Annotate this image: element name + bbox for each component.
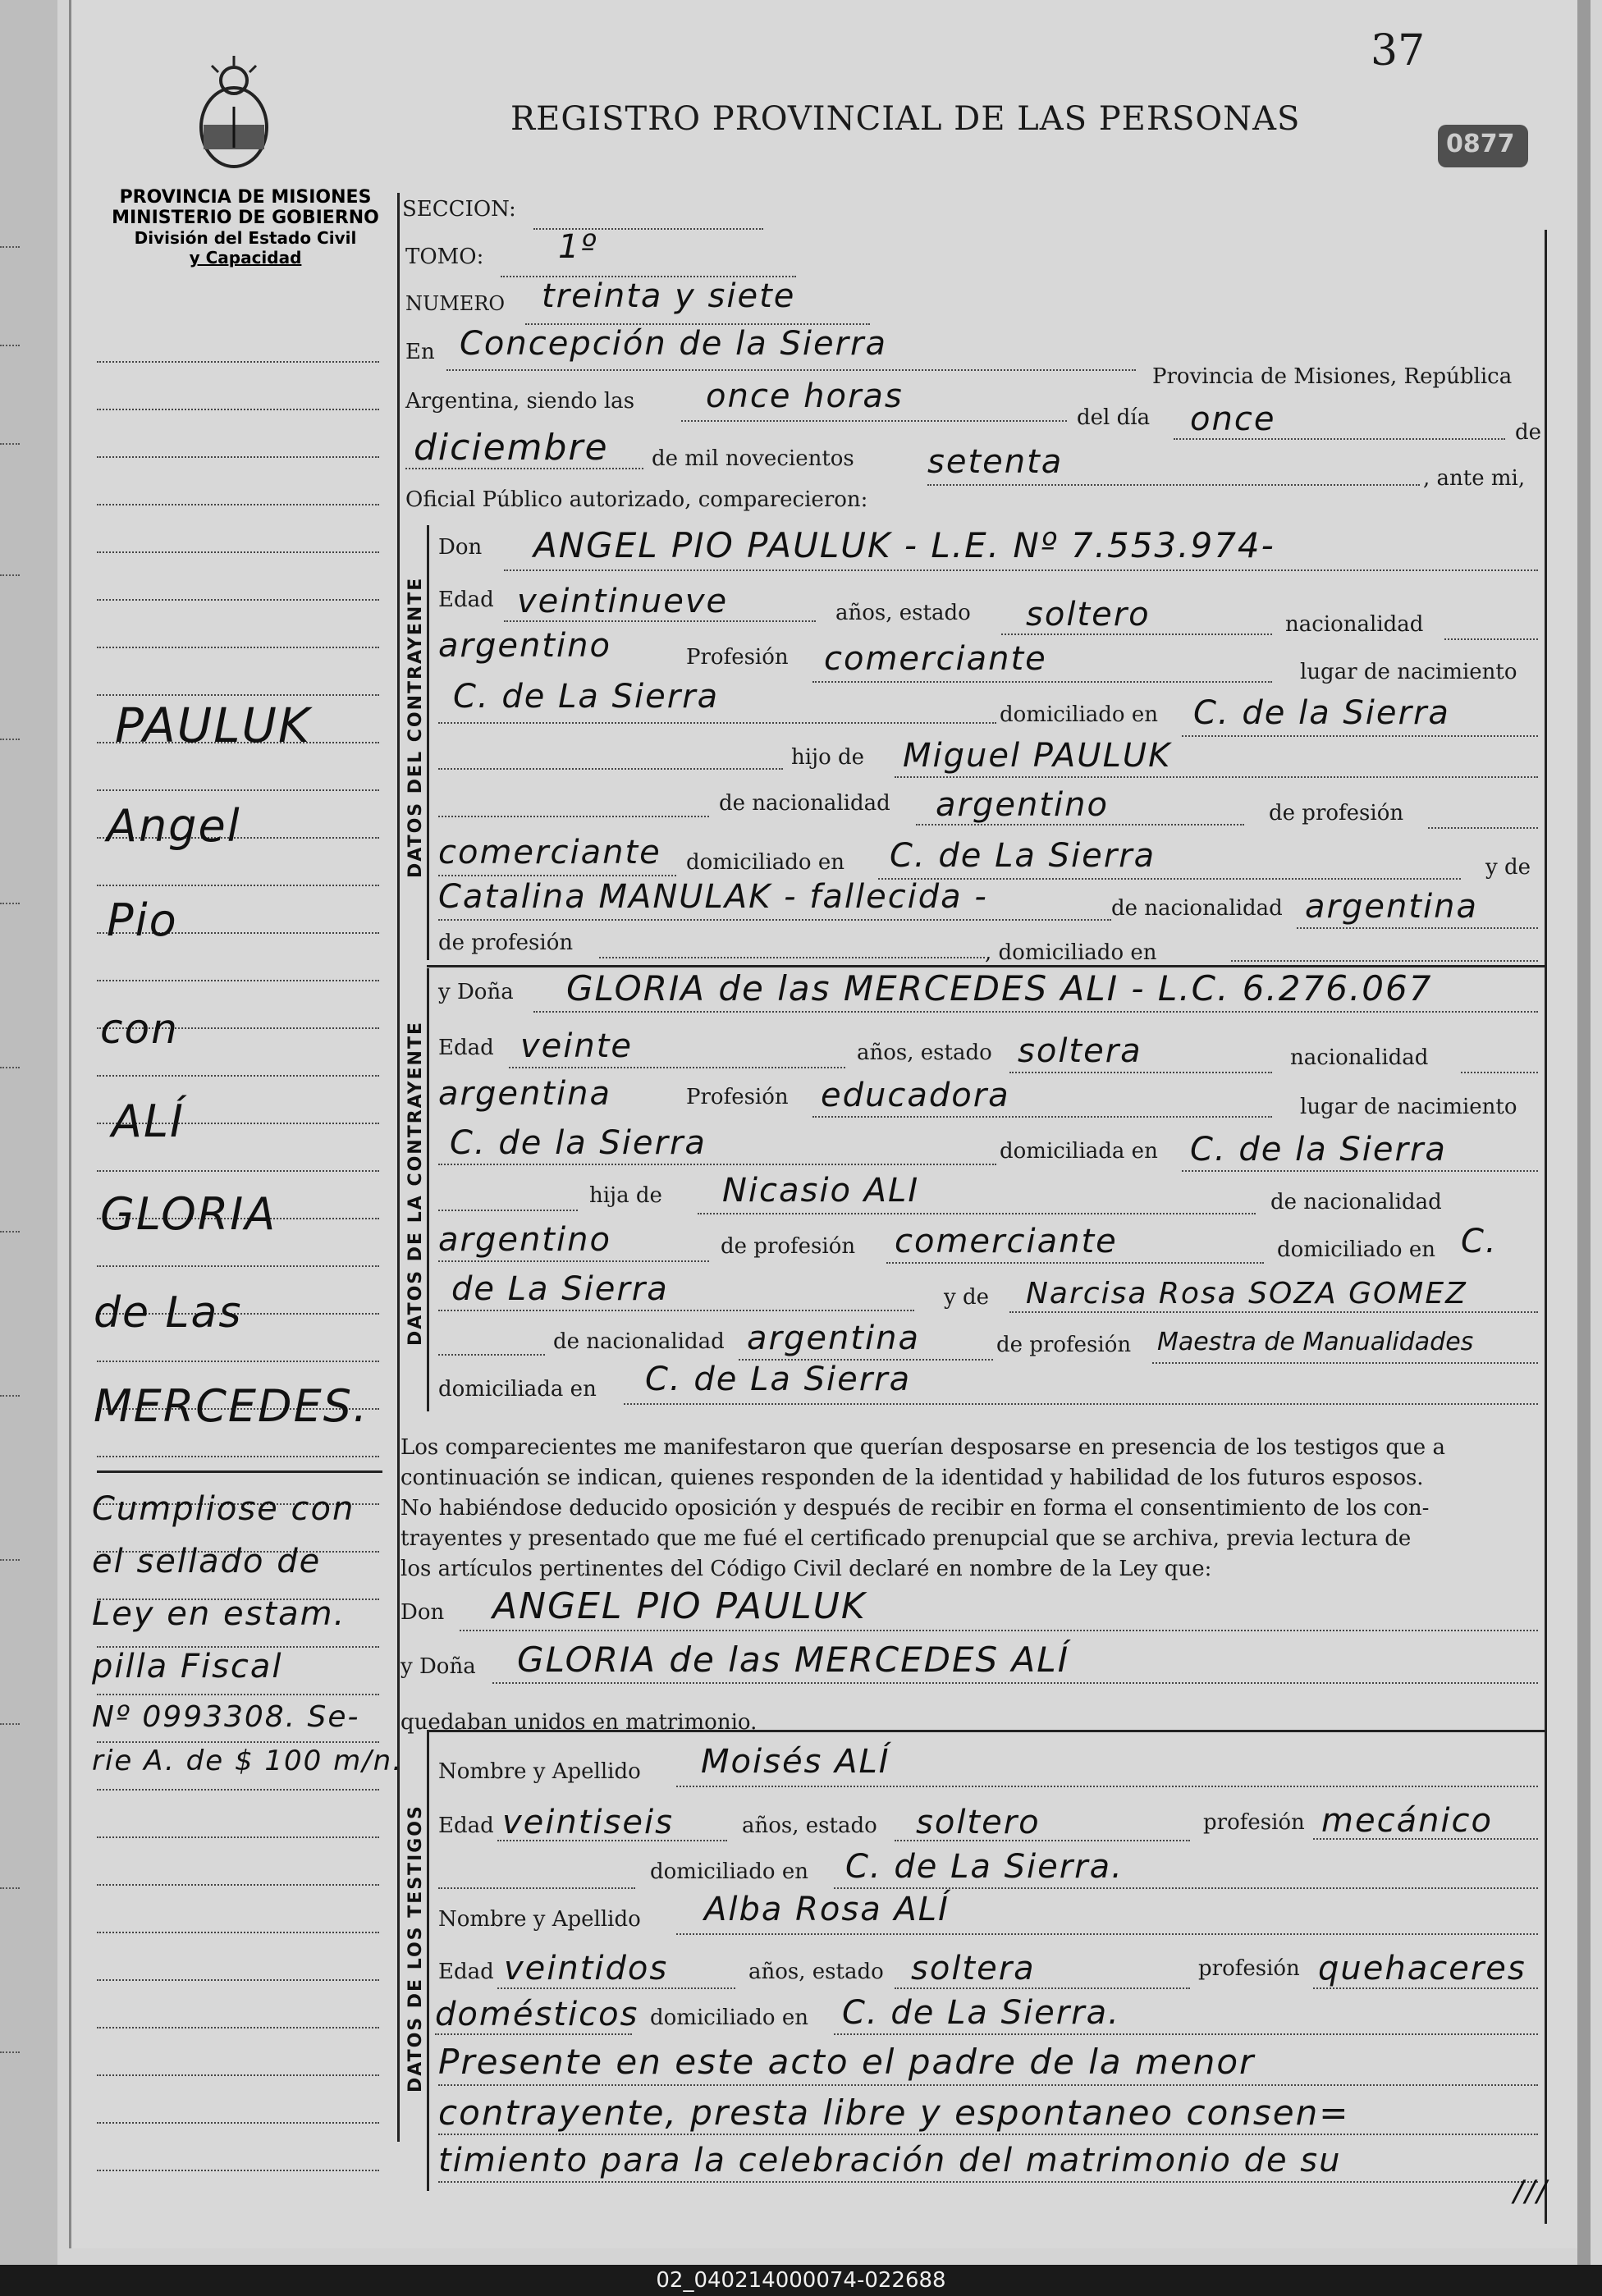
t1-dom-line [834,1887,1538,1889]
domicilio-value-f: C. de la Sierra [1190,1131,1447,1169]
mes-value: diciembre [414,427,609,469]
declaracion-line-4: trayentes y presentado que me fué el certificado prenupcial que se archiva, previa lectura de [400,1526,1412,1551]
t1-nombre-label: Nombre y Apellido [438,1759,641,1784]
t1-nombre-line [676,1786,1538,1787]
madre-dom-line-f [624,1403,1538,1405]
margin-rule [97,1694,379,1695]
de-profesion-label-f: de profesión [721,1234,856,1259]
estado-line-f [1009,1072,1272,1073]
margin-rule [97,789,379,791]
oficial-text: Oficial Público autorizado, comparecieron: [405,487,868,512]
t1-prof-line [1313,1838,1538,1840]
t2-prof-line [1313,1987,1538,1989]
profesion-label-f: Profesión [686,1085,789,1109]
margin-rule [97,1789,379,1791]
dia-value: once [1190,400,1276,438]
section-label-contrayente: DATOS DEL CONTRAYENTE [405,576,426,878]
t2-prof-line-2 [435,2033,632,2035]
section-label-contrayenta: DATOS DE LA CONTRAYENTE [405,1021,426,1346]
quedaban-text: quedaban unidos en matrimonio. [400,1710,758,1735]
nacionalidad-label-f: nacionalidad [1290,1045,1429,1070]
padre-dom-value-f2: de La Sierra [451,1270,669,1308]
t1-estado-line [895,1840,1190,1841]
section-label-testigos: DATOS DE LOS TESTIGOS [405,1804,426,2092]
tomo-value: 1º [558,228,598,266]
nota-rule-3 [438,2181,1538,2183]
lugar-nac-value: C. de La Sierra [453,678,720,716]
margin-rule [97,980,379,981]
decl-don-label: Don [400,1600,445,1625]
stamp-note-6: rie A. de $ 100 m/n. [92,1745,404,1777]
margin-bride-name-1: GLORIA [100,1188,277,1240]
mes-line [405,468,643,469]
profesion-label: Profesión [686,645,789,670]
padre-nac-value-f: argentino [438,1221,611,1259]
contrayenta-bracket [427,968,429,1411]
padre-dom-label: domiciliado en [686,850,844,875]
margin-rule [97,885,379,886]
ante-mi-text: , ante mi, [1423,466,1526,491]
section-divider-1 [427,965,1545,967]
margin-rule [97,1932,379,1933]
page-number: 37 [1371,26,1426,75]
edad-line-f [509,1067,845,1068]
padre-prof-line-f [886,1262,1264,1264]
madre-nac-value: argentina [1305,888,1478,926]
margin-rule [97,1884,379,1886]
del-dia-label: del día [1077,405,1151,430]
estado-line [1001,633,1272,635]
don-line [504,569,1538,571]
nacionalidad-value-f: argentina [438,1075,611,1113]
decl-don-value: ANGEL PIO PAULUK [492,1585,867,1627]
lugar-nac-label: lugar de nacimiento [1300,660,1517,684]
blank-line-3 [438,1210,578,1211]
t2-edad-value: veintidos [504,1950,669,1987]
margin-rule [97,551,379,553]
edad-value-f: veinte [520,1027,634,1065]
contrayente-bracket [427,525,429,960]
madre-dom-value-f: C. de La Sierra [645,1361,912,1398]
nacionalidad-value: argentino [438,627,611,665]
margin-con: con [100,1005,179,1053]
padre-dom-value: C. de La Sierra [890,837,1156,875]
edad-label: Edad [438,588,494,612]
margin-separator [97,1470,382,1473]
anio-value: setenta [927,443,1064,481]
madre-prof-line-f [1152,1362,1538,1364]
padre-prof-line [438,875,676,876]
padre-nac-line-f [438,1260,709,1262]
t1-edad-label: Edad [438,1813,494,1838]
blank-line-5 [438,1887,635,1889]
de-nacionalidad-label-f: de nacionalidad [1270,1190,1442,1214]
t2-edad-line [497,1987,735,1989]
margin-rule [97,1836,379,1838]
estado-value: soltero [1026,596,1151,633]
madre-line-f [1009,1311,1538,1313]
hijo-de-label: hijo de [791,745,865,770]
edad-label-f: Edad [438,1036,494,1060]
t1-estado-value: soltero [916,1804,1041,1841]
padre-prof-value: comerciante [438,834,661,871]
dia-line [1174,438,1505,440]
seccion-label: SECCION: [402,197,516,222]
de-label: de [1515,420,1542,445]
declaracion-line-1: Los comparecientes me manifestaron que querían desposarse en presencia de los testigos que a [400,1435,1445,1460]
nota-line-3: timiento para la celebración del matrimonio de su [438,2142,1342,2179]
y-de-label: y de [1485,855,1531,880]
decl-dona-value: GLORIA de las MERCEDES ALÍ [517,1640,1070,1680]
margin-surname: PAULUK [115,697,312,753]
domiciliada-label-f: domiciliada en [1000,1139,1158,1164]
stamp-note-4: pilla Fiscal [92,1648,283,1685]
margin-name-2: Pio [107,894,178,946]
padre-dom-line-f [438,1310,914,1311]
en-line [446,369,1136,371]
lugar-nac-value-f: C. de la Sierra [450,1124,707,1162]
national-crest-icon [189,49,279,172]
t2-nombre-value: Alba Rosa ALÍ [704,1891,950,1928]
margin-rule [97,1170,379,1172]
t2-prof-value-1: quehaceres [1318,1950,1526,1987]
decl-don-line [460,1630,1538,1631]
madre-dom-label-f: domiciliada en [438,1377,597,1402]
issuer-block [112,187,379,268]
don-value: ANGEL PIO PAULUK - L.E. Nº 7.553.974- [533,525,1275,565]
padre-dom-label-f: domiciliado en [1277,1237,1435,1262]
blank-line-2 [438,816,709,817]
stamp-note-3: Ley en estam. [92,1595,346,1633]
t1-dom-value: C. de La Sierra. [845,1848,1124,1886]
de-nacionalidad-label: de nacionalidad [719,791,890,816]
margin-rule [97,1456,379,1457]
lugar-nac-label-f: lugar de nacimiento [1300,1095,1517,1119]
madre-value-f: Narcisa Rosa SOZA GOMEZ [1026,1277,1467,1310]
nota-line-1: Presente en este acto el padre de la menor [438,2042,1256,2082]
nacionalidad-label: nacionalidad [1285,612,1424,637]
nota-rule-2 [438,2134,1538,2135]
margin-rule [97,1361,379,1362]
margin-rule [97,2122,379,2124]
margin-rule [97,2027,379,2028]
madre-dom-label: , domiciliado en [985,940,1157,965]
y-de-label-f: y de [944,1285,989,1310]
provincia-text: Provincia de Misiones, República [1152,364,1513,389]
edad-line [504,620,816,622]
de-profesion-label: de profesión [1269,801,1404,826]
image-id-footer: 02_040214000074-022688 [0,2265,1602,2296]
binding-spine [0,0,57,2265]
numero-label: NUMERO [405,292,506,315]
testigos-bracket [427,1731,429,2191]
t2-estado-value: soltera [911,1950,1036,1987]
t2-prof-label: profesión [1198,1956,1300,1981]
domicilio-line [1182,735,1538,737]
t2-edad-label: Edad [438,1960,494,1984]
blank-line-4 [438,1354,545,1356]
t2-prof-value-2: domésticos [435,1996,639,2033]
madre-nac-line [1297,927,1538,929]
anio-line [927,484,1420,486]
margin-rule [97,409,379,410]
nacionalidad-line [1444,638,1538,640]
stamp-number-text: 0877 [1446,130,1515,158]
margin-rule [97,647,379,648]
stamp-note-1: Cumpliose con [92,1490,355,1528]
t2-dom-line [834,2033,1538,2035]
en-label: En [405,340,435,364]
padre-nac-value: argentino [936,786,1109,824]
padre-line [895,776,1538,778]
padre-nac-line [916,824,1244,826]
padre-value: Miguel PAULUK [903,737,1172,775]
domicilio-line-f [1182,1170,1538,1172]
dona-label: y Doña [438,980,514,1004]
t2-dom-label: domiciliado en [650,2006,808,2030]
declaracion-line-2: continuación se indican, quienes responden de la identidad y habilidad de los futuros esposos. [400,1466,1424,1490]
sheet-edge [1577,0,1591,2265]
margin-bride-name-3: MERCEDES. [94,1380,369,1432]
madre-prof-value-f: Maestra de Manualidades [1157,1328,1474,1356]
margin-rule [97,504,379,505]
madre-dom-line [1231,960,1538,962]
decl-dona-label: y Doña [400,1654,476,1679]
issuer-capacity: y Capacidad [189,248,302,268]
profesion-value-f: educadora [821,1077,1010,1114]
estado-value-f: soltera [1018,1032,1142,1070]
margin-rule [97,361,379,363]
domicilio-value: C. de la Sierra [1193,694,1450,732]
t1-estado-label: años, estado [742,1813,877,1838]
padre-prof-value-f: comerciante [895,1223,1118,1260]
madre-prof-label: de profesión [438,931,574,955]
margin-rule [97,2170,379,2171]
stamp-note-5: Nº 0993308. Se- [92,1700,360,1734]
t2-estado-line [895,1987,1190,1989]
lugar-nac-line-f [438,1164,996,1165]
form-right-rule [1545,230,1547,2224]
profesion-value: comerciante [824,640,1047,678]
lugar-nac-line [438,722,996,724]
padre-dom-value-f1: C. [1461,1223,1498,1260]
hora-line [681,420,1067,422]
nota-line-2: contrayente, presta libre y espontaneo consen= [438,2092,1350,2133]
padre-line-f [698,1213,1256,1214]
madre-nac-label-f: de nacionalidad [553,1329,725,1354]
page-mark: /// [1513,2175,1549,2208]
margin-rule [97,694,379,696]
t1-edad-line [497,1840,727,1841]
numero-value: treinta y siete [542,277,796,315]
declaracion-line-5: los artículos pertinentes del Código Civil declaré en nombre de la Ley que: [400,1557,1212,1581]
form-left-rule [397,193,400,2142]
edad-value: veintinueve [517,583,729,620]
t2-dom-value: C. de La Sierra. [842,1994,1120,2032]
margin-rule [97,599,379,601]
madre-value: Catalina MANULAK - fallecida - [438,878,988,916]
anios-estado-label: años, estado [835,601,971,625]
t1-prof-label: profesión [1203,1810,1305,1835]
blank-line-1 [438,768,783,770]
t2-nombre-label: Nombre y Apellido [438,1907,641,1932]
t1-prof-value: mecánico [1321,1802,1494,1840]
t1-nombre-value: Moisés ALÍ [701,1743,890,1781]
margin-bride-surname: ALÍ [112,1095,185,1147]
profesion-line-f [812,1116,1272,1118]
mil-label: de mil novecientos [652,446,854,471]
domiciliado-label: domiciliado en [1000,702,1158,727]
t1-edad-value: veintiseis [502,1804,674,1841]
dona-value: GLORIA de las MERCEDES ALI - L.C. 6.276.067 [566,968,1433,1009]
decl-dona-line [492,1682,1538,1684]
anios-estado-label-f: años, estado [857,1041,992,1065]
dona-line [533,1011,1538,1013]
margin-rule [97,1979,379,1981]
hora-value: once horas [706,377,904,415]
margin-rule [97,1075,379,1077]
profesion-line [812,681,1272,683]
t1-dom-label: domiciliado en [650,1859,808,1884]
margin-rule [97,456,379,458]
declaracion-text [400,1433,1543,1585]
margin-name-1: Angel [107,800,241,852]
margin-rule [97,1265,379,1267]
issuer-ministry: MINISTERIO DE GOBIERNO [112,208,379,228]
t2-nombre-line [676,1933,1538,1935]
margin-rule [97,2074,379,2076]
hija-de-label: hija de [589,1183,662,1208]
margin-rule [97,1741,379,1743]
madre-line [438,919,1111,921]
nacionalidad-line-f [1461,1072,1538,1073]
en-value: Concepción de la Sierra [460,325,887,363]
argentina-text: Argentina, siendo las [405,389,635,414]
don-label: Don [438,535,483,560]
issuer-province: PROVINCIA DE MISIONES [119,187,372,208]
margin-bride-name-2: de Las [94,1288,243,1338]
t2-estado-label: años, estado [748,1960,884,1984]
madre-prof-label-f: de profesión [996,1333,1132,1357]
madre-prof-line [599,957,985,958]
padre-prof-line-a [1428,827,1538,829]
tomo-label: TOMO: [405,245,484,269]
padre-value-f: Nicasio ALI [722,1172,920,1210]
issuer-division: División del Estado Civil [134,228,357,248]
stamp-note-2: el sellado de [92,1543,322,1580]
nota-rule-1 [438,2084,1538,2086]
madre-nac-label: de nacionalidad [1111,896,1283,921]
madre-nac-value-f: argentina [747,1320,920,1357]
register-title: REGISTRO PROVINCIAL DE LAS PERSONAS [510,100,1301,138]
declaracion-line-3: No habiéndose deducido oposición y después de recibir en forma el consentimiento de los con- [400,1496,1430,1521]
